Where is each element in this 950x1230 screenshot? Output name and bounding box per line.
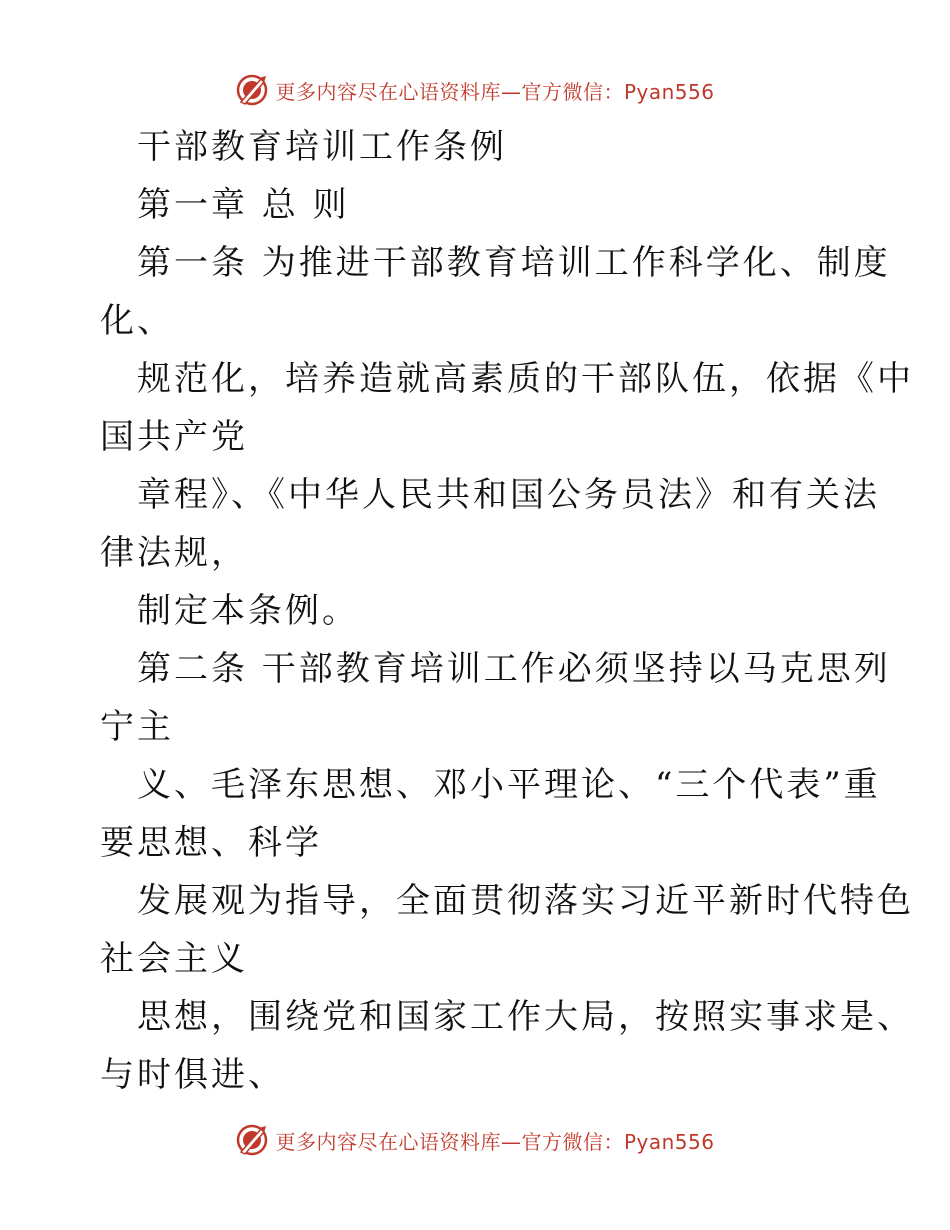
document-line: 章程》、《中华人民共和国公务员法》和有关法 (137, 475, 880, 515)
document-line: 宁主 (100, 707, 174, 747)
document-line: 国共产党 (100, 417, 248, 457)
document-line: 与时俱进、 (100, 1055, 285, 1095)
document-line: 干部教育培训工作条例 (137, 127, 507, 167)
document-body (100, 118, 914, 1104)
document-line: 制定本条例。 (137, 591, 359, 631)
quill-pen-logo-icon (235, 1123, 269, 1157)
document-line: 规范化，培养造就高素质的干部队伍，依据《中 (137, 359, 914, 399)
document-line: 要思想、科学 (100, 823, 322, 863)
document-line: 第一章 总 则 (137, 185, 350, 225)
document-line: 第二条 干部教育培训工作必须坚持以马克思列 (137, 649, 891, 689)
document-line: 发展观为指导，全面贯彻落实习近平新时代特色 (137, 881, 914, 921)
document-line: 义、毛泽东思想、邓小平理论、“三个代表”重 (137, 765, 881, 805)
header-banner (0, 70, 950, 110)
document-line: 第一条 为推进干部教育培训工作科学化、制度 (137, 243, 891, 283)
quill-pen-logo-icon (235, 73, 269, 107)
document-line: 律法规， (100, 533, 248, 573)
document-line: 社会主义 (100, 939, 248, 979)
banner-text: 更多内容尽在心语资料库—官方微信：Pyan556 (275, 79, 715, 104)
banner-text: 更多内容尽在心语资料库—官方微信：Pyan556 (275, 1129, 715, 1154)
document-line: 化、 (100, 301, 174, 341)
document-line: 思想，围绕党和国家工作大局，按照实事求是、 (137, 997, 914, 1037)
footer-banner (0, 1120, 950, 1160)
